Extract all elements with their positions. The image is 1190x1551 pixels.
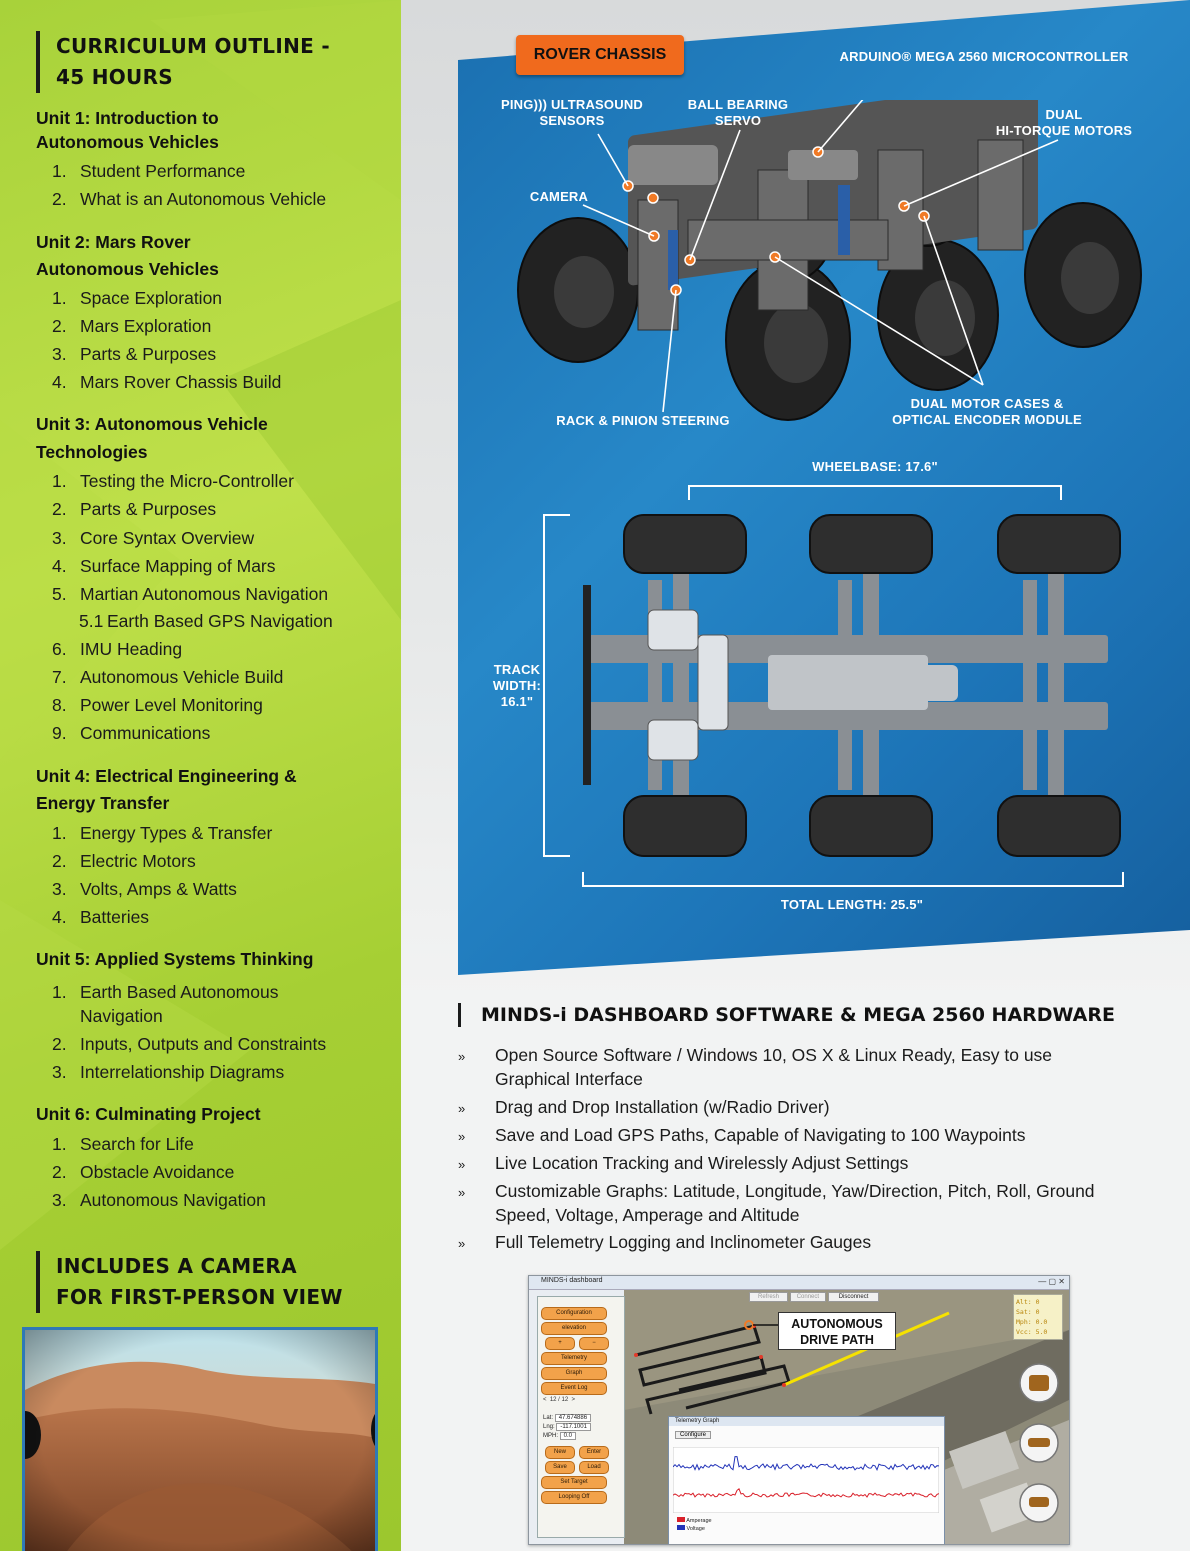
list-item: 1. Student Performance xyxy=(52,161,246,181)
label-camera: CAMERA xyxy=(529,189,589,204)
camera-section-title: INCLUDES A CAMERA FOR FIRST-PERSON VIEW xyxy=(36,1251,343,1313)
window-controls: — ▢ ✕ xyxy=(1038,1277,1065,1286)
label-arduino: ARDUINO® MEGA 2560 MICROCONTROLLER xyxy=(839,49,1129,64)
label-total-length: TOTAL LENGTH: 25.5" xyxy=(780,897,924,912)
unit-5-title: Unit 5: Applied Systems Thinking xyxy=(36,949,314,969)
unit-1-title: Unit 1: Introduction to Autonomous Vehicles xyxy=(36,108,219,152)
graph-button[interactable]: Graph xyxy=(541,1367,607,1380)
rover-3d-illustration xyxy=(458,100,1190,440)
curriculum-title-line2: 45 HOURS xyxy=(56,65,173,89)
graph-titlebar: Telemetry Graph xyxy=(669,1417,944,1426)
list-item: 1. Search for Life xyxy=(52,1134,194,1154)
label-wheelbase: WHEELBASE: 17.6" xyxy=(812,459,938,474)
dashboard-titlebar: MINDS-i dashboard — ▢ ✕ xyxy=(529,1276,1069,1290)
bullet-icon: » xyxy=(458,1129,466,1144)
list-item: 5.1 Earth Based GPS Navigation xyxy=(79,611,333,631)
list-item: 2. Obstacle Avoidance xyxy=(52,1162,235,1182)
unit-6-title: Unit 6: Culminating Project xyxy=(36,1104,261,1124)
list-item: 2. Mars Exploration xyxy=(52,316,212,336)
connection-bar xyxy=(749,1294,879,1300)
list-item: 2. Parts & Purposes xyxy=(52,499,217,519)
mph-field: 0.0 xyxy=(560,1432,576,1440)
list-item: 5. Martian Autonomous Navigation xyxy=(52,584,329,604)
status-readout: Alt: 0 Sat: 0 Mph: 0.0 Vcc: 5.0 xyxy=(1013,1294,1063,1340)
set-target-button[interactable]: Set Target xyxy=(541,1476,607,1489)
disconnect-button[interactable]: Disconnect xyxy=(828,1292,880,1302)
list-item: 2. What is an Autonomous Vehicle xyxy=(52,189,327,209)
zoom-out-button[interactable]: − xyxy=(579,1337,609,1350)
event-log-button[interactable]: Event Log xyxy=(541,1382,607,1395)
connect-button[interactable]: Connect xyxy=(790,1292,826,1302)
lng-field: -117.1001 xyxy=(556,1423,591,1431)
curriculum-title-line1: CURRICULUM OUTLINE - xyxy=(56,34,330,58)
unit-2-title: Unit 2: Mars Rover Autonomous Vehicles xyxy=(36,232,219,279)
load-button[interactable]: Load xyxy=(579,1461,609,1474)
list-item: 3. Core Syntax Overview xyxy=(52,528,255,548)
telemetry-plot xyxy=(673,1447,939,1513)
list-item: 7. Autonomous Vehicle Build xyxy=(52,667,284,687)
label-track-width: TRACK WIDTH: 16.1" xyxy=(492,662,542,709)
rover-chassis-tag: ROVER CHASSIS xyxy=(516,35,684,75)
label-servo: BALL BEARING SERVO xyxy=(687,97,789,128)
bullet-icon: » xyxy=(458,1236,466,1251)
elevation-button[interactable]: elevation xyxy=(541,1322,607,1335)
save-button[interactable]: Save xyxy=(545,1461,575,1474)
list-item: » Drag and Drop Installation (w/Radio Driver) xyxy=(458,1095,1158,1121)
list-item: » Full Telemetry Logging and Inclinometer Gauges xyxy=(458,1230,1158,1256)
bullet-icon: » xyxy=(458,1157,466,1172)
list-item: 6. IMU Heading xyxy=(52,639,183,659)
lat-field: 47.674886 xyxy=(555,1414,591,1422)
list-item: 3. Volts, Amps & Watts xyxy=(52,879,237,899)
curriculum-title xyxy=(36,31,330,93)
list-item: 1. Energy Types & Transfer xyxy=(52,823,273,843)
rover-top-view xyxy=(458,470,1190,890)
list-item: 4. Surface Mapping of Mars xyxy=(52,556,276,576)
position-fields: Lat: 47.674886 Lng: -117.1001 MPH: 0.0 xyxy=(543,1414,591,1441)
autonomous-drive-path-callout: AUTONOMOUS DRIVE PATH xyxy=(778,1312,896,1350)
label-steering: RACK & PINION STEERING xyxy=(556,413,730,428)
graph-legend: Amperage Voltage xyxy=(677,1517,712,1533)
list-item: 3. Autonomous Navigation xyxy=(52,1190,266,1210)
unit-3-title: Unit 3: Autonomous Vehicle Technologies xyxy=(36,414,268,462)
list-item: 4. Batteries xyxy=(52,907,150,927)
list-item: » Open Source Software / Windows 10, OS X & Linux Ready, Easy to use Graphical Interface xyxy=(458,1045,1053,1089)
label-ping: PING))) ULTRASOUND SENSORS xyxy=(500,97,643,128)
configuration-button[interactable]: Configuration xyxy=(541,1307,607,1320)
label-motor-cases: DUAL MOTOR CASES & OPTICAL ENCODER MODULE xyxy=(892,396,1082,427)
list-item: » Live Location Tracking and Wirelessly Adjust Settings xyxy=(458,1151,1158,1177)
graph-configure-button[interactable]: Configure xyxy=(675,1431,711,1439)
legend-swatch-amperage xyxy=(677,1517,685,1522)
enter-button[interactable]: Enter xyxy=(579,1446,609,1459)
label-motors: DUAL HI-TORQUE MOTORS xyxy=(995,107,1133,138)
list-item: » Customizable Graphs: Latitude, Longitude, Yaw/Direction, Pitch, Roll, Ground Speed, Voltage, Amperage and Altitude xyxy=(458,1181,1095,1225)
list-item: 8. Power Level Monitoring xyxy=(52,695,263,715)
hardware-title: MINDS-i DASHBOARD SOFTWARE & MEGA 2560 HARDWARE xyxy=(458,1003,1115,1027)
inclinometer-gauges xyxy=(1017,1361,1061,1541)
looping-button[interactable]: Looping Off xyxy=(541,1491,607,1504)
list-item: 9. Communications xyxy=(52,723,211,743)
bullet-icon: » xyxy=(458,1185,466,1200)
waypoint-nav[interactable]: < 12 / 12 > xyxy=(543,1397,576,1403)
list-item: 3. Parts & Purposes xyxy=(52,344,217,364)
list-item: » Save and Load GPS Paths, Capable of Navigating to 100 Waypoints xyxy=(458,1123,1158,1149)
telemetry-button[interactable]: Telemetry xyxy=(541,1352,607,1365)
zoom-in-button[interactable]: + xyxy=(545,1337,575,1350)
legend-swatch-voltage xyxy=(677,1525,685,1530)
list-item: 1. Testing the Micro-Controller xyxy=(52,471,294,491)
list-item: 2. Inputs, Outputs and Constraints xyxy=(52,1034,327,1054)
list-item: 3. Interrelationship Diagrams xyxy=(52,1062,285,1082)
new-button[interactable]: New xyxy=(545,1446,575,1459)
mars-camera-photo xyxy=(22,1327,378,1551)
bullet-icon: » xyxy=(458,1049,466,1064)
list-item: 1. Earth Based Autonomous xyxy=(52,982,279,1002)
unit-4-title: Unit 4: Electrical Engineering & Energy Transfer xyxy=(36,766,297,813)
list-item: Navigation xyxy=(80,1006,163,1026)
list-item: 1. Space Exploration xyxy=(52,288,223,308)
telemetry-graph-window xyxy=(668,1416,945,1545)
list-item: 2. Electric Motors xyxy=(52,851,196,871)
refresh-button[interactable]: Refresh xyxy=(749,1292,788,1302)
list-item: 4. Mars Rover Chassis Build xyxy=(52,372,282,392)
bullet-icon: » xyxy=(458,1101,466,1116)
